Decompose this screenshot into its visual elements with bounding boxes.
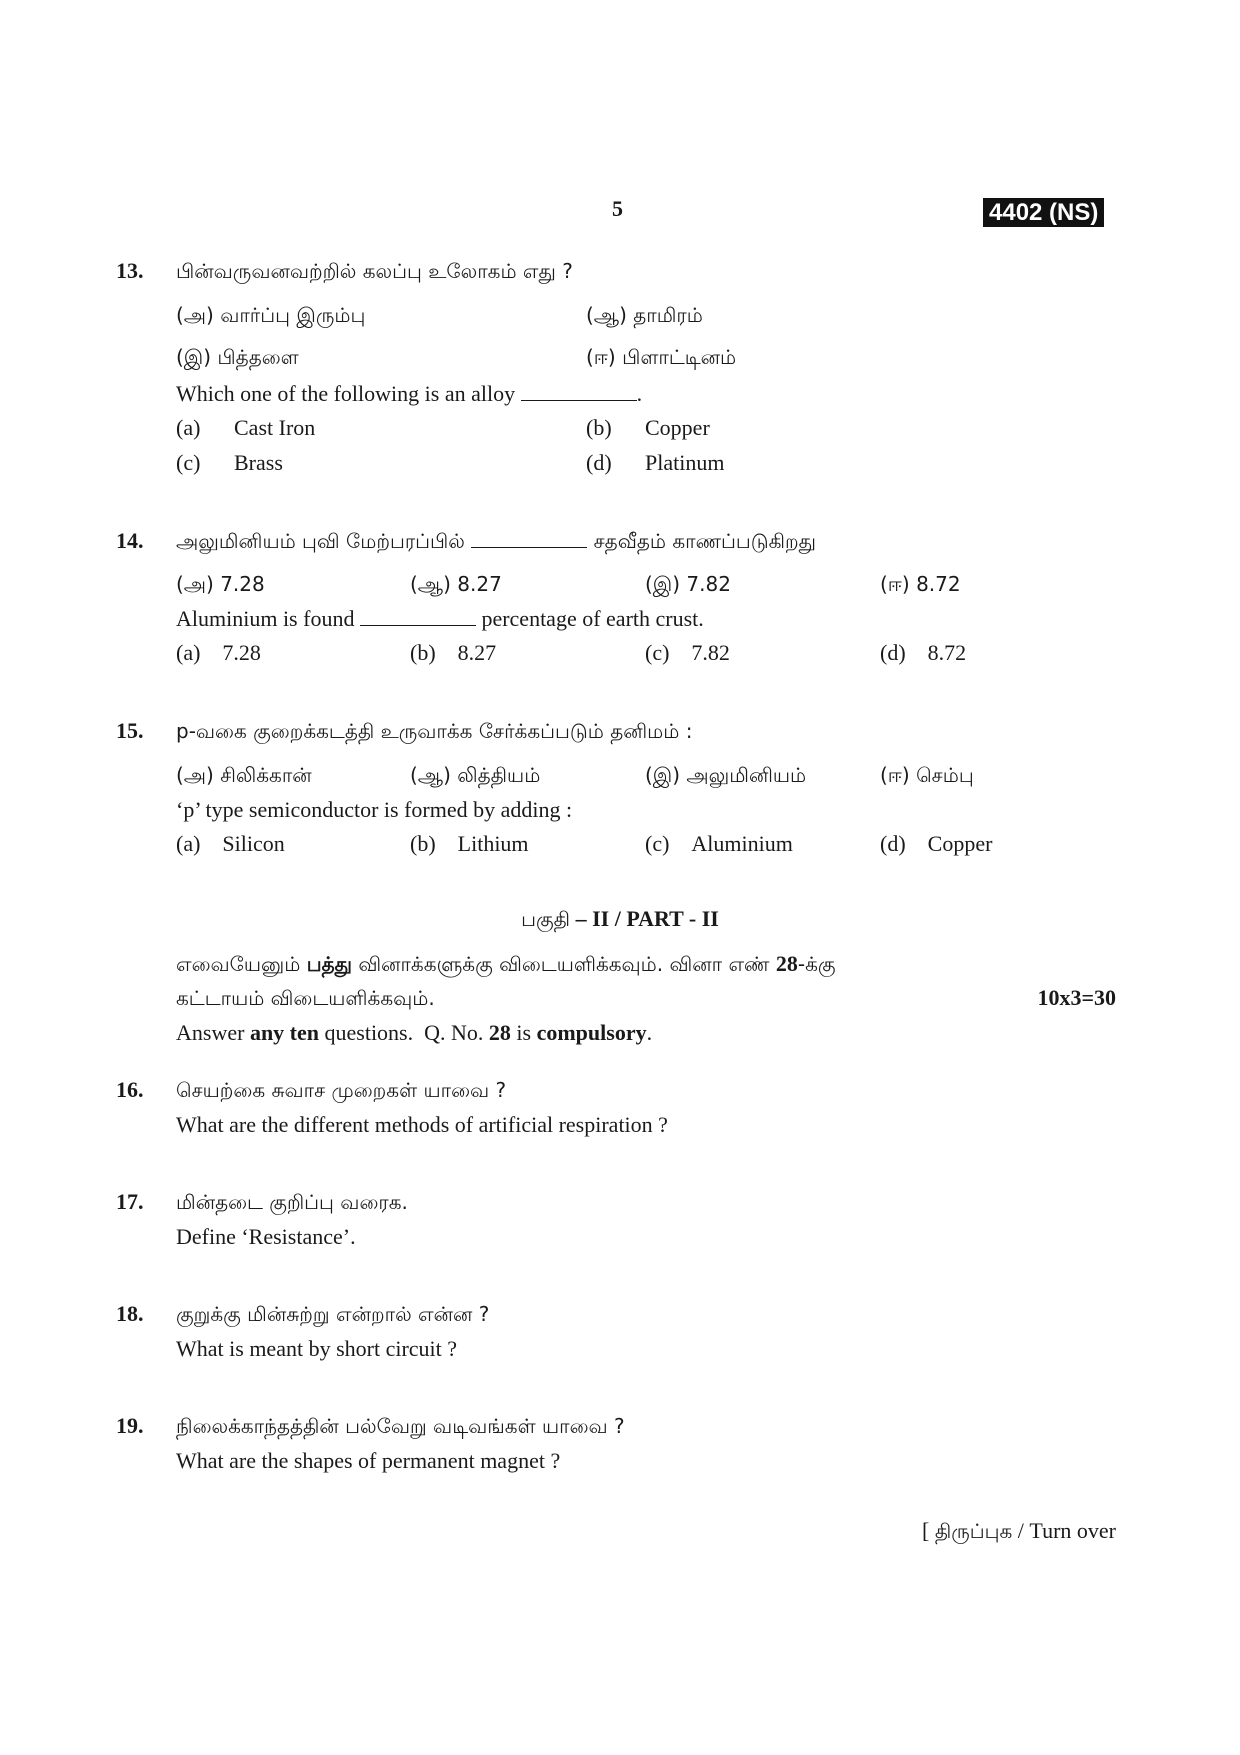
instructions-english: Answer any ten questions. Q. No. 28 is compulsory. [176, 1020, 653, 1045]
option-a-text: Cast Iron [234, 415, 316, 440]
question-text-tamil: குறுக்கு மின்சுற்று என்றால் என்ன ? [176, 1302, 490, 1326]
question-text-english: ‘p’ type semiconductor is formed by adding : [176, 797, 573, 822]
option-tamil-2: (ஆ) லித்தியம் [410, 763, 541, 787]
question-text-tamil: மின்தடை குறிப்பு வரைக. [176, 1190, 408, 1214]
option-a: (a) Silicon [176, 831, 285, 856]
question-text-tamil: செயற்கை சுவாச முறைகள் யாவை ? [176, 1078, 507, 1102]
section-title: பகுதி – II / PART - II [521, 906, 719, 931]
option-a: (a) 7.28 [176, 640, 261, 665]
question-text-tamil: பின்வருவனவற்றில் கலப்பு உலோகம் எது ? [176, 259, 573, 283]
question-text-tamil: p-வகை குறைக்கடத்தி உருவாக்க சேர்க்கப்படும் தனிமம் : [176, 719, 693, 743]
option-d-text: Platinum [645, 450, 725, 475]
option-tamil-3: (இ) பித்தளை [176, 345, 299, 369]
option-a: (a) [176, 415, 201, 440]
option-c: (c) Aluminium [645, 831, 793, 856]
option-tamil-3: (இ) 7.82 [645, 572, 731, 596]
marks-allocation: 10x3=30 [1037, 985, 1116, 1010]
instructions-tamil-line-1: எவையேனும் பத்து வினாக்களுக்கு விடையளிக்கவும். வினா எண் 28-க்கு [176, 951, 836, 976]
question-number: 16. [116, 1077, 144, 1102]
question-number: 14. [116, 528, 144, 553]
page-number: 5 [612, 196, 623, 221]
question-text-english: What are the shapes of permanent magnet ? [176, 1448, 561, 1473]
option-tamil-4: (ஈ) செம்பு [880, 763, 974, 787]
question-number: 19. [116, 1413, 144, 1438]
option-tamil-2: (ஆ) தாமிரம் [586, 303, 703, 327]
question-text-english: Define ‘Resistance’. [176, 1224, 356, 1249]
answer-blank [521, 382, 637, 401]
option-tamil-2: (ஆ) 8.27 [410, 572, 502, 596]
answer-blank [360, 607, 476, 626]
question-number: 15. [116, 718, 144, 743]
paper-code: 4402 (NS) [983, 198, 1104, 227]
question-text-english: What is meant by short circuit ? [176, 1336, 458, 1361]
option-d: (d) 8.72 [880, 640, 967, 665]
question-number: 18. [116, 1301, 144, 1326]
option-d: (d) [586, 450, 612, 475]
option-tamil-1: (அ) வார்ப்பு இரும்பு [176, 303, 366, 327]
option-d: (d) Copper [880, 831, 993, 856]
question-text-tamil: நிலைக்காந்தத்தின் பல்வேறு வடிவங்கள் யாவை ? [176, 1414, 625, 1438]
option-tamil-3: (இ) அலுமினியம் [645, 763, 807, 787]
question-text-tamil: அலுமினியம் புவி மேற்பரப்பில் சதவீதம் காணப்படுகிறது [176, 529, 816, 553]
option-c-text: Brass [234, 450, 283, 475]
option-c: (c) [176, 450, 201, 475]
answer-blank [471, 529, 587, 548]
question-text-english: Which one of the following is an alloy . [176, 381, 643, 406]
option-c: (c) 7.82 [645, 640, 730, 665]
option-b-text: Copper [645, 415, 710, 440]
instructions-tamil-line-2: கட்டாயம் விடையளிக்கவும். [176, 986, 435, 1010]
option-tamil-1: (அ) 7.28 [176, 572, 265, 596]
option-tamil-4: (ஈ) பிளாட்டினம் [586, 345, 737, 369]
turn-over-note: [ திருப்புக / Turn over [921, 1518, 1116, 1543]
option-b: (b) Lithium [410, 831, 529, 856]
option-tamil-4: (ஈ) 8.72 [880, 572, 961, 596]
question-number: 17. [116, 1189, 144, 1214]
question-text-english: What are the different methods of artificial respiration ? [176, 1112, 668, 1137]
question-text-english: Aluminium is found percentage of earth crust. [176, 606, 704, 631]
question-number: 13. [116, 258, 144, 283]
option-tamil-1: (அ) சிலிக்கான் [176, 763, 312, 787]
option-b: (b) 8.27 [410, 640, 497, 665]
option-b: (b) [586, 415, 612, 440]
